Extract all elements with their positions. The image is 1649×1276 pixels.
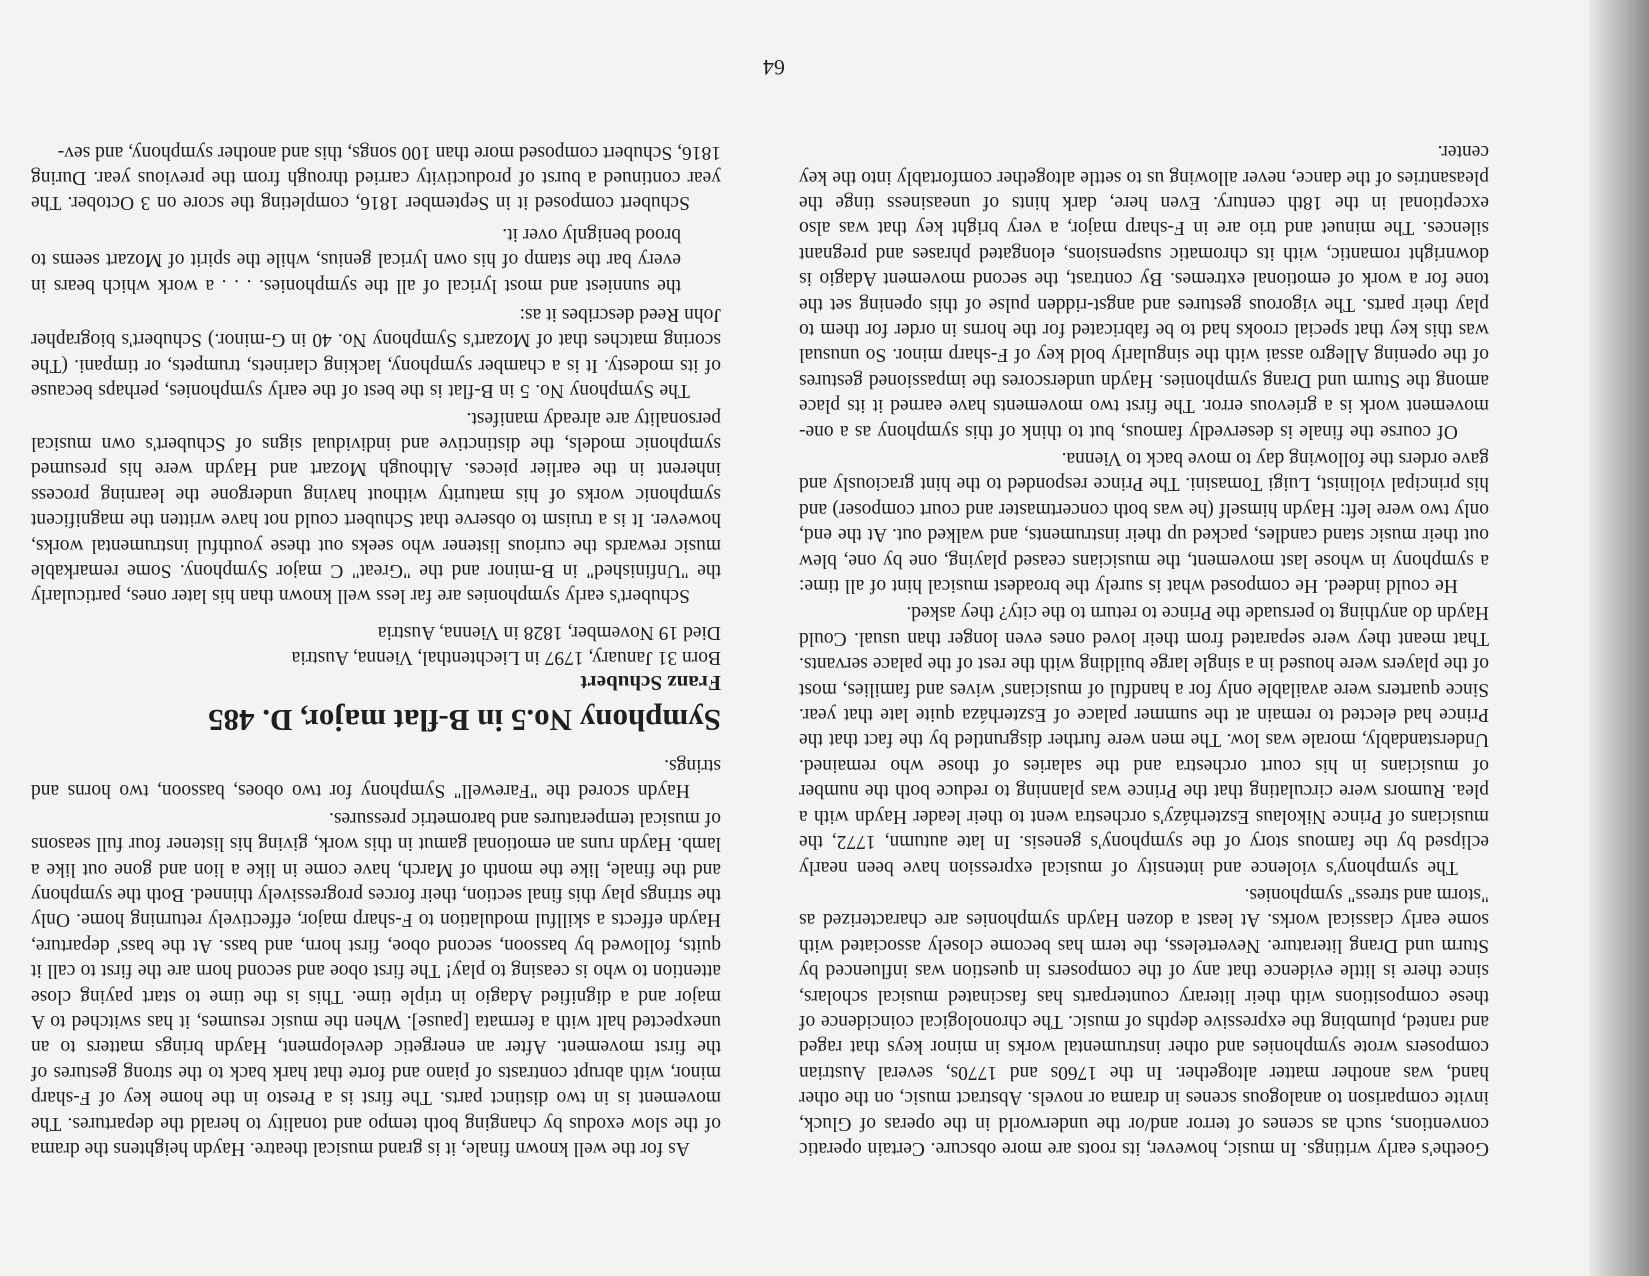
born-line: Born 31 January, 1797 in Liechtenthal, Vienna, Austria <box>291 647 721 669</box>
paragraph: The Symphony No. 5 in B-flat is the best of the early symphonies, perhaps because of its modesty. It is a chamber symphony, lacking clarinets, trumpets, or timpani. (The scoring matches that of Mozart's Symphony No. 40 in G-minor.) Schubert's biographer John Reed describes it as: <box>31 304 721 402</box>
paragraph: He could indeed. He composed what is surely the broadest musical hint of all time: a symphony in whose last movement, the musicians ceased playing, one by one, blew out their music stand candles, packed up their instruments, and walked out. At the end, only two were left: Haydn himself (he was both concertmaster and court composer) and his principal violinist, Luigi Tomasini. The Prince responded to the hint graciously and gave orders the following day to move back to Vienna. <box>799 448 1489 597</box>
paragraph: Schubert's early symphonies are far less well known than his later ones, particularly the "Unfinished" in B-minor and the "Great" C major Symphony. Some remarkable music rewards the curious listener who seeks out these youthful instrumental works, however. It is a truism to observe that Schubert could not have written the magnificent symphonic works of his maturity without having undergone the learning process inherent in the earlier pieces. Although Mozart and Haydn were his presumed symphonic models, the distinctive and individual signs of Schubert's own musical personality are already manifest. <box>31 407 721 607</box>
left-column <box>799 137 1489 1161</box>
section-title: Symphony No.5 in B-flat major, D. 485 <box>208 703 721 739</box>
composer-name: Franz Schubert <box>580 671 721 696</box>
block-quote: the sunniest and most lyrical of all the symphonies. . . . a work which bears in every bar the stamp of his own lyrical genius, while the spirit of Mozart seems to brood benignly over it. <box>31 223 681 296</box>
died-line: Died 19 November, 1828 in Vienna, Austria <box>377 622 721 644</box>
page-number: 64 <box>763 55 785 80</box>
paragraph: As for the well known finale, it is grand musical theatre. Haydn heightens the drama of the slow exodus by changing both tempo and tonality to herald the departures. The movement is in two distinct parts. The first is a Presto in the home key of F-sharp minor, with abrupt contrasts of piano and forte that hark back to the strong gestures of the first movement. After an energetic development, Haydn brings matters to an unexpected halt with a fermata [pause]. When the music resumes, it has switched to A major and a dignified Adagio in triple time. This is the time to start paying close attention to who is ceasing to play! The first oboe and second horn are the first to call it quits, followed by bassoon, second oboe, first horn, and bass. At the bass' departure, Haydn effects a skillful modulation to F-sharp major, effectively returning home. Only the strings play this final section, their forces progressively thinned. Both the symphony and the finale, like the month of March, have come in like a lion and gone out like a lamb. Haydn runs an emotional gamut in this work, giving his listener four full seasons of musical temperatures and barometric pressures. <box>31 807 721 1159</box>
paragraph: Schubert composed it in September 1816, completing the score on 3 October. The year continued a burst of productivity carried through from the previous year. During 1816, Schubert composed more than 100 songs, this and another symphony, and sev- <box>31 141 721 214</box>
paragraph: Of course the finale is deservedly famous, but to think of this symphony as a one-movement work is a grievous error. The first two movements have earned it its place among the Sturm und Drang symphonies. Haydn underscores the impassioned gestures of the opening Allegro assai with the singularly bold key of F-sharp minor. So unusual was this key that special crooks had to be fabricated for the horns in order for them to play their parts. The vigorous gestures and angst-ridden pulse of this opening set the tone for a work of emotional extremes. By contrast, the second movement Adagio is downright romantic, with its chromatic suspensions, elongated phrases and pregnant silences. The minuet and trio are in F-sharp major, a very bright key that was also exceptional in the 18th century. Even here, dark hints of uneasiness tinge the pleasantries of the dance, never allowing us to settle altogether comfortably into the key center. <box>799 141 1489 442</box>
paragraph: Goethe's early writings. In music, however, its roots are more obscure. Certain operatic conventions, such as scenes of terror and/or the underworld in the operas of Gluck, invite comparison to analogous scenes in drama or novels. Abstract music, on the other hand, was another matter altogether. In the 1760s and 1770s, several Austrian composers wrote symphonies and other instrumental works in minor keys that raged and ranted, plumbing the expressive depths of music. The chronological coincidence of these compositions with their literary counterparts has fascinated musical scholars, since there is little evidence that any of the composers in question was influenced by Sturm und Drang literature. Neverteless, the term has become closely associated with some early classical works. At least a dozen Haydn symphonies are characterized as "storm and stress" symphonies. <box>799 883 1489 1159</box>
life-dates <box>31 621 721 671</box>
paragraph: Haydn scored the "Farewell" Symphony for two oboes, bassoon, two horns and strings. <box>31 754 721 802</box>
book-gutter-shadow <box>1589 0 1649 1276</box>
right-column <box>31 137 721 1161</box>
paragraph: The symphony's violence and intensity of musical expression have been nearly eclipsed by the famous story of the symphony's genesis. In late autumn, 1772, the musicians of Prince Nikolaus Eszterházy's orchestra went to their leader Haydn with a plea. Rumors were circulating that the Prince was planning to reduce both the number of musicians in his court orchestra and the salaries of those who remained. Understandably, morale was low. The men were further disgruntled by the fact that the Prince had elected to remain at the summer palace of Eszterháza quite late that year. Since quarters were available only for a handful of musicians' wives and families, most of the players were housed in a single large building with the rest of the palace servants. That meant they were separated from their loved ones even longer than usual. Could Haydn do anything to persuade the Prince to return to the city? they asked. <box>799 602 1489 878</box>
